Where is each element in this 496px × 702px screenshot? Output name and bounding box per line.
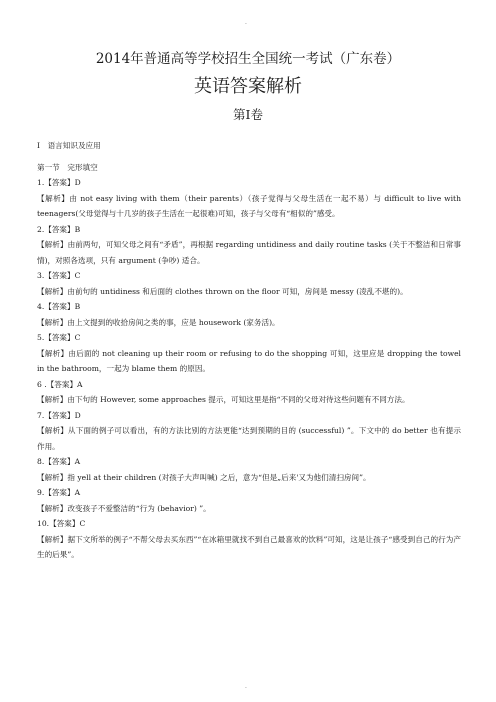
answer-line: 5.【答案】C [37,333,81,342]
exam-title: 2014年普通高等学校招生全国统一考试（广东卷） [95,51,401,67]
answer-line: 1.【答案】D [37,178,81,187]
volume-heading: 第Ⅰ卷 [233,107,263,122]
analysis-paragraph: 【解析】由前句的 untidiness 和后面的 clothes thrown on the floor 可知，房间是 messy (凌乱不堪的)。 [37,286,408,296]
header-dot-mark: . [245,19,247,26]
answer-line: 2.【答案】B [37,224,81,234]
section-heading: 第一节 完形填空 [37,162,98,172]
answer-line: 4.【答案】B [37,302,81,311]
analysis-paragraph: 【解析】由后面的 not cleaning up their room or refusing to do the shopping 可知，这里应是 dropping the towel in the bathroom，一起为 blame them 的原因。 [37,348,461,373]
analysis-paragraph: 【解析】由前两句，可知父母之间有“矛盾”，再根据 regarding untidiness and daily routine tasks (关于不整洁和日常事情)，对照各选项，只有 argument (争吵) 适合。 [37,240,461,265]
footer-dot-mark: . [245,683,247,690]
document-title: 英语答案解析 [194,76,302,97]
part-heading: Ⅰ 语言知识及应用 [37,141,101,150]
analysis-paragraph: 【解析】由上文提到的收拾房间之类的事，应是 housework (家务活)。 [37,317,280,327]
analysis-paragraph: 【解析】改变孩子不爱整洁的“行为 (behavior) ”。 [37,503,211,513]
analysis-paragraph: 【解析】由下句的 However, some approaches 提示，可知这里是指“不同的父母对待这些问题有不同方法。 [37,395,410,404]
analysis-paragraph: 【解析】指 yell at their children (对孩子大声叫喊) 之后，意为“但是„后来'又为他们清扫房间”。 [37,472,371,482]
answer-line: 9.【答案】A [37,488,81,497]
answer-line: 7.【答案】D [37,410,81,420]
answer-line: 10.【答案】C [37,519,86,528]
analysis-paragraph: 【解析】据下文所举的例子“不帮父母去买东西”“在冰箱里就找不到自己最喜欢的饮料”可知，这是让孩子“感受到自己的行为产生的后果”。 [37,534,461,559]
answer-line: 6 .【答案】A [37,379,83,389]
analysis-paragraph: 【解析】从下面的例子可以看出，有的方法比别的方法更能“达到预期的目的 (successful) ”。下文中的 do better 也有提示作用。 [37,426,461,451]
answer-line: 8.【答案】A [37,457,81,466]
analysis-paragraph: 【解析】由 not easy living with them（their parents）（孩子觉得与父母生活在一起不易）与 difficult to live with teenagers(父母觉得与十几岁的孩子生活在一起很难)可知，孩子与父母有“相似的”感受。 [37,193,461,218]
answer-content [37,138,461,563]
answer-line: 3.【答案】C [37,271,81,280]
